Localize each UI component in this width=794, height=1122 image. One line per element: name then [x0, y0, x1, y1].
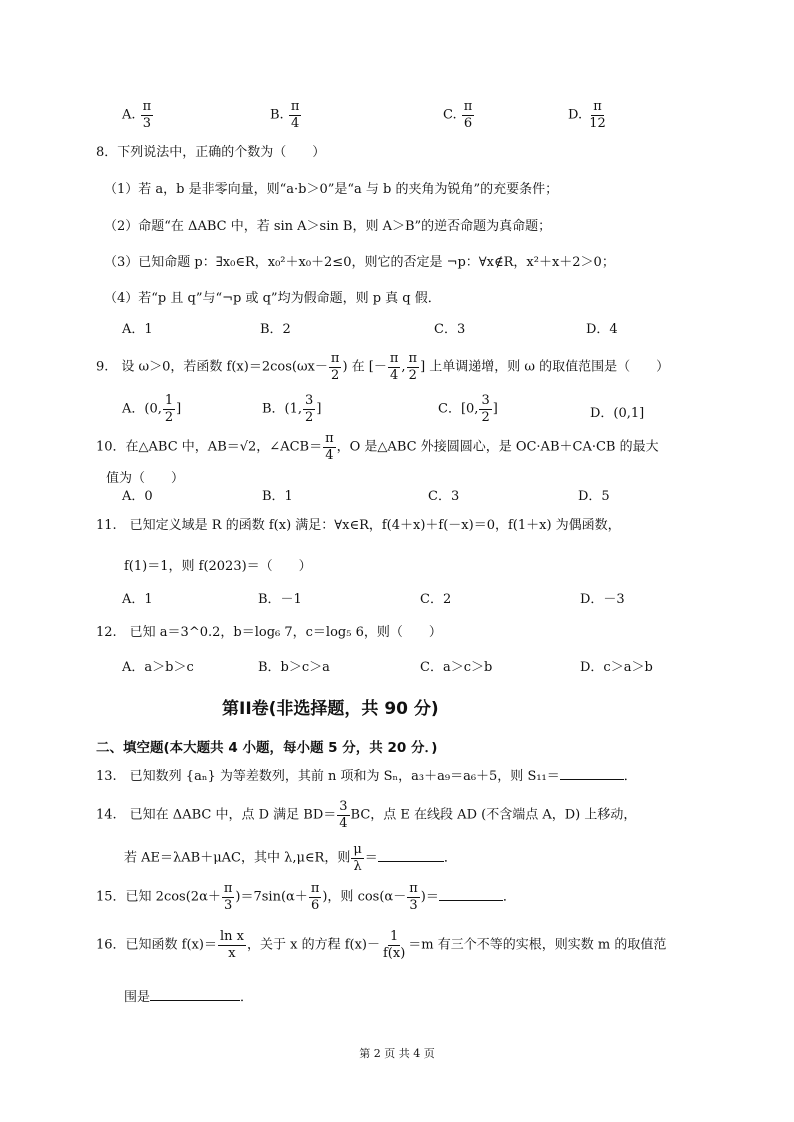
q10-option-c: C．3 — [428, 489, 460, 504]
q9-option-c: C．[0, $\frac{3}{2}$ ] — [438, 393, 498, 425]
q10-stem-cont: 值为（ ） — [106, 471, 185, 486]
q16-stem-cont: 围是 ． — [124, 990, 254, 1005]
q14-line2: 若 AE＝λAB＋μAC，其中 λ,μ∈R，则 $\frac{\mu}{\lambda}$ ＝ ． — [124, 842, 457, 874]
q8-option-a: A．1 — [122, 322, 153, 337]
q8-option-c: C．3 — [434, 322, 466, 337]
q10-option-b: B．1 — [262, 489, 293, 504]
q12-option-d: D．c＞a＞b — [580, 660, 653, 675]
q8-item-3: （3）已知命题 p：∃x₀∈R，x₀²＋x₀＋2≤0，则它的否定是 ¬p：∀x∉R，x²＋x＋2＞0； — [104, 255, 615, 270]
q10-stem: 10．在△ABC 中，AB＝√2，∠ACB＝ $\frac{\pi}{4}$ ，O 是△ABC 外接圆圆心，是 OC·AB＋CA·CB 的最大 — [96, 431, 659, 463]
q15-answer-blank[interactable] — [439, 888, 503, 901]
q14-answer-blank[interactable] — [378, 849, 444, 862]
q11-stem-cont: f(1)＝1，则 f(2023)＝（ ） — [124, 559, 312, 574]
q9-option-a: A．(0, $\frac{1}{2}$ ] — [122, 393, 182, 425]
q8-option-b: B．2 — [260, 322, 291, 337]
q12-stem: 12. 已知 a＝3^0.2，b＝log₆ 7，c＝log₅ 6，则（ ） — [96, 625, 442, 640]
q8-item-4: （4）若“p 且 q”与“¬p 或 q”均为假命题，则 p 真 q 假． — [104, 291, 441, 306]
q12-option-c: C．a＞c＞b — [420, 660, 493, 675]
q11-option-a: A．1 — [122, 592, 153, 607]
q16-stem: 16．已知函数 f(x)＝ $\frac{\text{ln x}}{x}$ ，关于 x 的方程 f(x)－ $\frac{1}{f(x)}$ ＝m 有三个不等的实根，则实数 m 的取值范 — [96, 929, 667, 961]
q11-option-d: D．－3 — [580, 592, 625, 607]
q12-option-b: B．b＞c＞a — [258, 660, 330, 675]
q7-option-b: B. $\frac{\pi}{4}$ — [270, 99, 300, 131]
q11-option-b: B．－1 — [258, 592, 302, 607]
q14-line1: 14. 已知在 ΔABC 中，点 D 满足 BD＝ $\frac{3}{4}$ BC，点 E 在线段 AD (不含端点 A，D) 上移动， — [96, 799, 637, 831]
q15-stem: 15．已知 2cos(2α＋ $\frac{\pi}{3}$ )＝7sin(α＋ $\frac{\pi}{6}$ )，则 cos(α－ $\frac{\pi}{3}$ )＝ ． — [96, 881, 516, 913]
q16-answer-blank[interactable] — [150, 988, 240, 1001]
q10-option-d: D．5 — [578, 489, 610, 504]
section2-heading: 二、填空题(本大题共 4 小题，每小题 5 分，共 20 分．) — [96, 740, 438, 756]
page-footer: 第 2 页 共 4 页 — [359, 1047, 435, 1060]
q9-stem: 9. 设 ω＞0，若函数 f(x)＝2cos(ωx－ $\frac{\pi}{2}$ ) 在 [－ $\frac{\pi}{4}$ , $\frac{\pi}{2}$ ] 上单调递增，则 ω 的取值范围是（ ） — [96, 351, 670, 383]
q11-stem: 11. 已知定义域是 R 的函数 f(x) 满足：∀x∈R，f(4＋x)＋f(－x)＝0，f(1＋x) 为偶函数， — [96, 518, 621, 533]
q12-option-a: A．a＞b＞c — [122, 660, 194, 675]
q7-option-a: A. $\frac{\pi}{3}$ — [122, 99, 152, 131]
q13-answer-blank[interactable] — [560, 767, 624, 780]
q9-option-b: B．(1, $\frac{3}{2}$ ] — [262, 393, 322, 425]
q9-option-d: D．(0,1] — [590, 406, 645, 421]
q8-stem: 8．下列说法中，正确的个数为（ ） — [96, 145, 326, 160]
q8-option-d: D．4 — [586, 322, 618, 337]
q8-item-1: （1）若 a，b 是非零向量，则“a·b＞0”是“a 与 b 的夹角为锐角”的充要条件； — [104, 182, 559, 197]
part2-title: 第II卷(非选择题，共 90 分) — [222, 699, 439, 719]
q13-stem: 13. 已知数列 {aₙ} 为等差数列，其前 n 项和为 Sₙ，a₃＋a₉＝a₆＋5，则 S₁₁＝ ． — [96, 769, 637, 784]
q8-item-2: （2）命题“在 ΔABC 中，若 sin A＞sin B，则 A＞B”的逆否命题为真命题； — [104, 219, 552, 234]
q7-option-c: C. $\frac{\pi}{6}$ — [443, 99, 473, 131]
q11-option-c: C．2 — [420, 592, 452, 607]
q10-option-a: A．0 — [122, 489, 153, 504]
q7-option-d: D. $\frac{\pi}{12}$ — [568, 99, 606, 131]
